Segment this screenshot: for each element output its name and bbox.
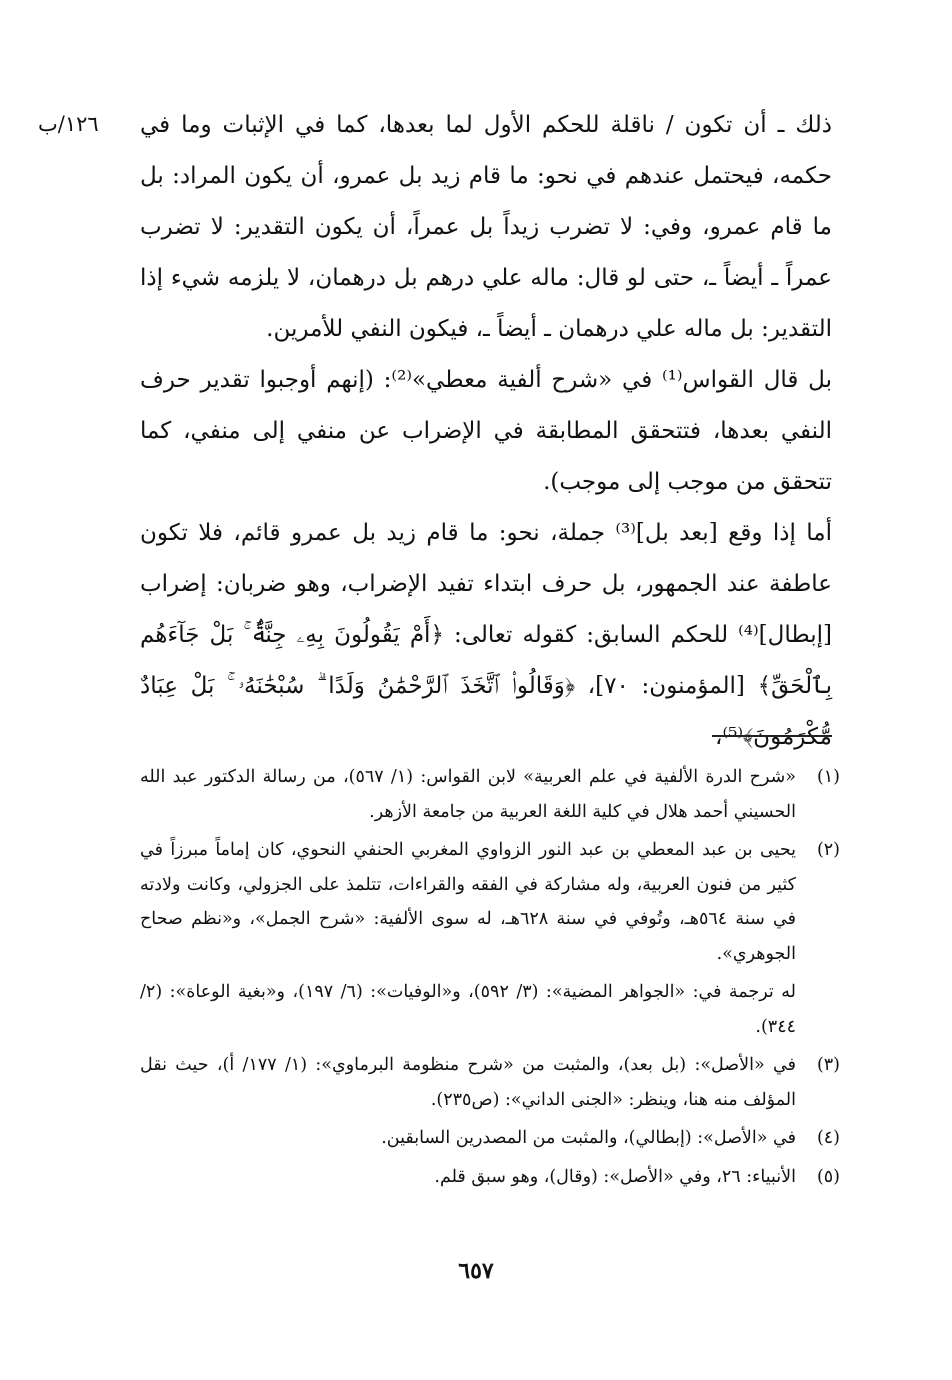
footnote-3 [140,1048,840,1117]
page-number: ٦٥٧ [458,1258,494,1284]
footnote-text: في «الأصل»: (بل بعد)، والمثبت من «شرح منظومة البرماوي»: (١/ ١٧٧/ أ)، حيث نقل المؤلف منه هنا، وينظر: «الجنى الداني»: (ص٢٣٥). [140,1055,796,1110]
footnotes [140,760,840,1198]
footnote-number: (٢) [816,840,840,860]
footnote-number: (٤) [816,1128,840,1148]
footnote-text: الأنبياء: ٢٦، وفي «الأصل»: (وقال)، وهو سبق قلم. [434,1166,796,1187]
footnote-separator [712,735,832,737]
paragraph-2: بل قال القواس⁽¹⁾ في «شرح ألفية معطي»⁽²⁾: (إنهم أوجبوا تقدير حرف النفي بعدها، فتتحقق المطابقة في الإضراب عن منفي إلى منفي، كما تتحقق من موجب إلى موجب). [140,367,833,495]
footnote-1 [140,760,840,829]
footnote-text: في «الأصل»: (إبطالي)، والمثبت من المصدرين السابقين. [381,1128,796,1148]
footnote-2-continuation [140,975,840,1044]
main-text [140,100,832,763]
footnote-2 [140,833,840,971]
footnote-text: «شرح الدرة الألفية في علم العربية» لابن القواس: (١/ ٥٦٧)، من رسالة الدكتور عبد الله الحسيني أحمد هلال في كلية اللغة العربية من جامعة الأزهر. [140,767,796,822]
footnote-text: يحيى بن عبد المعطي بن عبد النور الزواوي المغربي الحنفي النحوي، كان إماماً مبرزاً في كثير من فنون العربية، وله مشاركة في الفقه والقراءات، تتلمذ على الجزولي، وكانت ولادته في سنة ٥٦٤هـ، وتُوفي في سنة ٦٢٨هـ، له سوى الألفية: «شرح الجمل»، و«نظم صحاح الجوهري». [140,840,796,964]
footnote-4 [140,1121,840,1156]
paragraph-1: ذلك ـ أن تكون / ناقلة للحكم الأول لما بعدها، كما في الإثبات وما في حكمه، فيحتمل عندهم في نحو: ما قام زيد بل عمرو، أن يكون المراد: بل ما قام عمرو، وفي: لا تضرب زيداً بل عمراً، أن يكون التقدير: لا تضرب عمراً ـ أيضاً ـ، حتى لو قال: ماله علي درهم بل درهمان، لا يلزمه شيء إذا التقدير: بل ماله علي درهمان ـ أيضاً ـ، فيكون النفي للأمرين. [140,112,832,342]
footnote-number: (١) [816,767,840,787]
footnote-5 [140,1160,840,1195]
footnote-number: (٣) [816,1055,840,1075]
margin-folio-note: ١٢٦/ب [38,112,99,136]
footnote-text: له ترجمة في: «الجواهر المضية»: (٣/ ٥٩٢)، و«الوفيات»: (٦/ ١٩٧)، و«بغية الوعاة»: (٢/ ٣٤٤). [140,982,796,1037]
paragraph-3: أما إذا وقع [بعد بل]⁽³⁾ جملة، نحو: ما قام زيد بل عمرو قائم، فلا تكون عاطفة عند الجمهور، بل حرف ابتداء تفيد الإضراب، وهو ضربان: إضراب [إبطال]⁽⁴⁾ للحكم السابق: كقوله تعالى: ﴿أَمْ يَقُولُونَ بِهِۦ جِنَّةٌۢ ۚ بَلْ جَآءَهُم بِٱلْحَقِّ﴾ [المؤمنون: ٧٠]، ﴿وَقَالُوا۟ ٱتَّخَذَ ٱلرَّحْمَٰنُ وَلَدًا ۗ سُبْحَٰنَهُۥ ۚ بَلْ عِبَادٌ مُّكْرَمُونَ﴾⁽⁵⁾، [140,520,832,750]
footnote-number: (٥) [816,1166,840,1187]
